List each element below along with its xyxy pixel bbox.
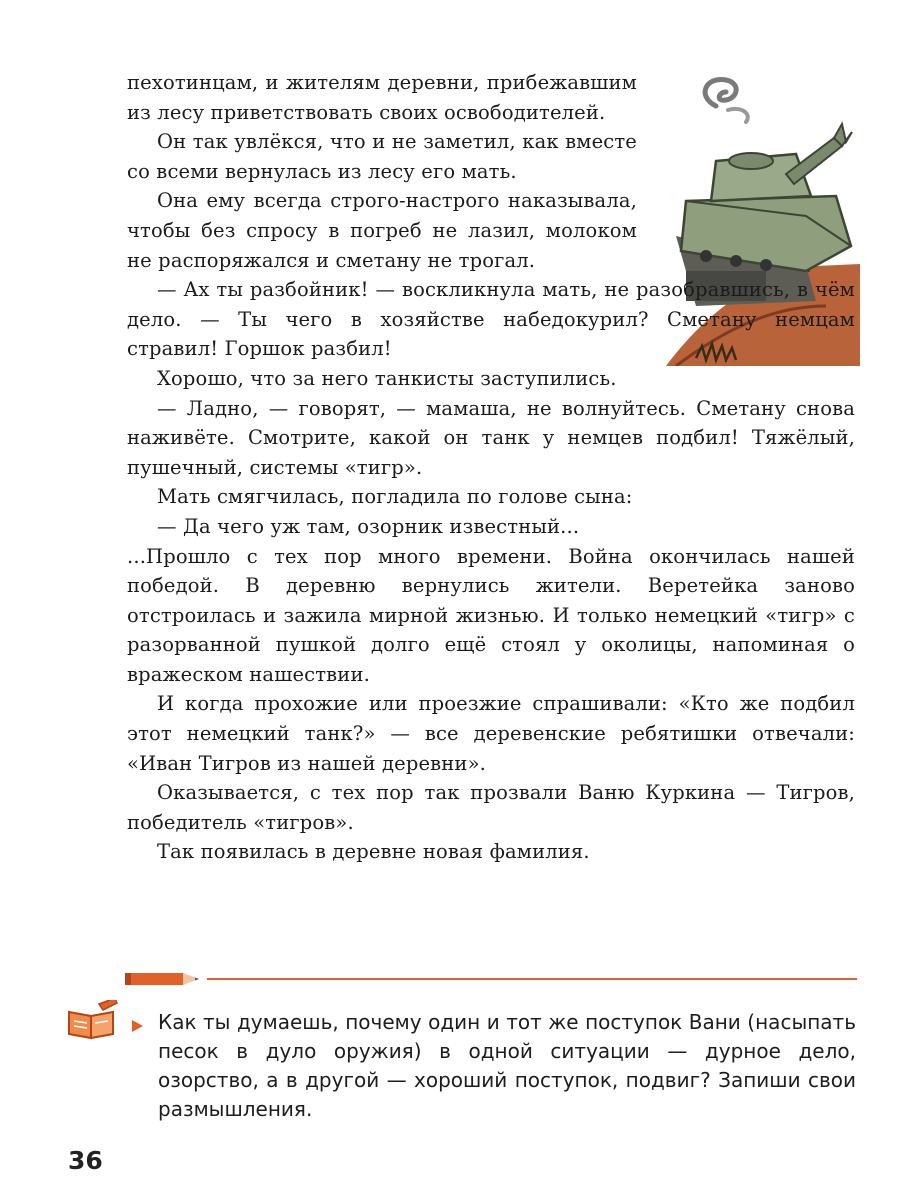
story-paragraph: — Да чего уж там, озорник известный... [157, 514, 580, 538]
story-paragraph: Он так увлёкся, что и не заметил, как вместе со всеми вернулась из лесу его мать. [127, 130, 637, 183]
story-paragraph: Мать смягчилась, погладила по голове сына: [157, 485, 633, 509]
pencil-divider [125, 968, 857, 990]
task-question: Как ты думаешь, почему один и тот же поступок Вани (насыпать песок в дуло оружия) в одной ситуации — дурное дело, озорство, а в другой — хороший поступок, подвиг? Запиши свои размышления. [158, 1010, 856, 1121]
task-arrow-icon [132, 1020, 143, 1032]
story-paragraph: Хорошо, что за него танкисты заступились. [157, 366, 617, 390]
story-text [127, 68, 855, 867]
story-paragraph: ...Прошло с тех пор много времени. Война окончилась нашей победой. В деревню вернулись жители. Веретейка заново отстроилась и зажила мирной жизнью. И только немецкий «тигр» с разорванной пушкой долго ещё стоял у околицы, напоминая о вражеском нашествии. [127, 544, 855, 686]
story-paragraph: Так появилась в деревне новая фамилия. [157, 840, 590, 864]
story-paragraph: Она ему всегда строго-настрого наказывала, чтобы без спросу в погреб не лазил, молоком не распоряжался и сметану не трогал. [127, 189, 637, 272]
story-paragraph: Оказывается, с тех пор так прозвали Ваню Куркина — Тигров, победитель «тигров». [127, 781, 855, 834]
story-paragraph: пехотинцам, и жителям деревни, прибежавшим из лесу приветствовать своих освободителей. [127, 71, 637, 124]
story-paragraph: И когда прохожие или проезжие спрашивали: «Кто же подбил этот немецкий танк?» — все деревенские ребятишки отвечали: «Иван Тигров из нашей деревни». [127, 692, 855, 775]
story-paragraph: — Ах ты разбойник! — воскликнула мать, не разобравшись, в чём дело. — Ты чего в хозяйстве набедокурил? Сметану немцам стравил! Горшок разбил! [127, 278, 855, 361]
write-task-icon [65, 1000, 119, 1042]
story-paragraph: — Ладно, — говорят, — мамаша, не волнуйтесь. Сметану снова наживёте. Смотрите, какой он танк у немцев подбил! Тяжёлый, пушечный, системы «тигр». [127, 396, 855, 479]
page-number: 36 [68, 1146, 103, 1175]
